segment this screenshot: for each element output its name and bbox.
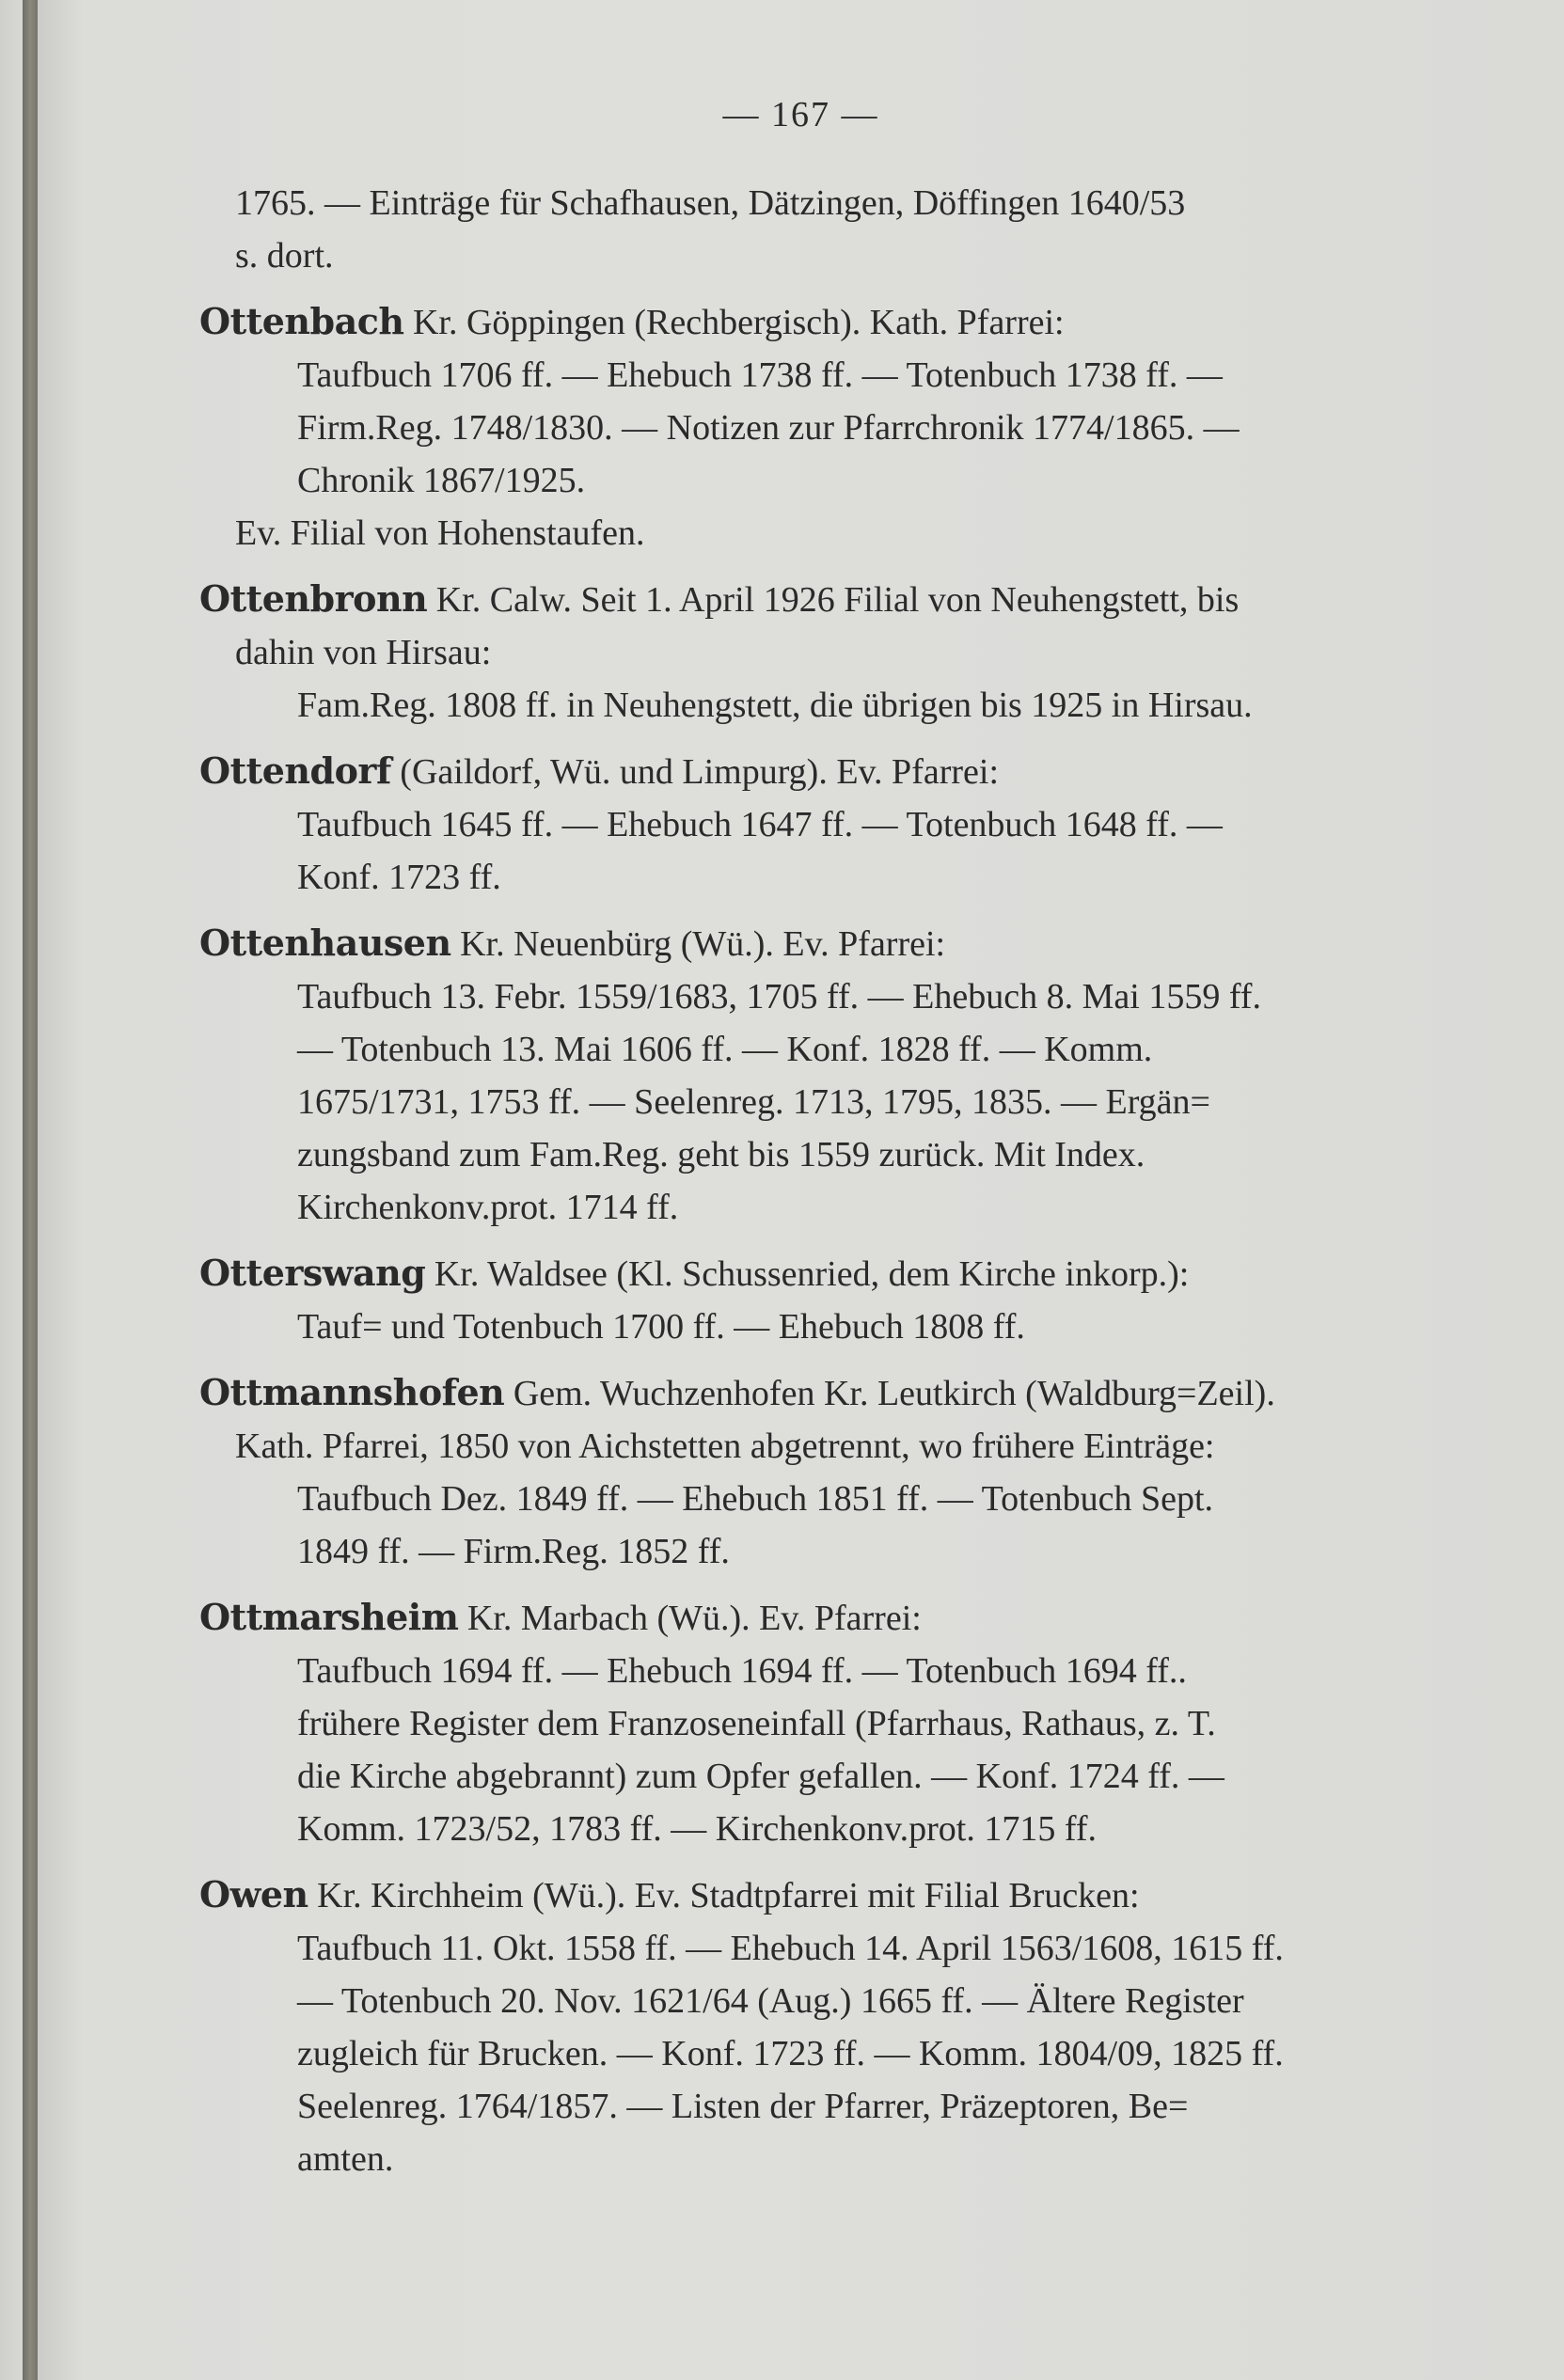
page-content — [199, 177, 1446, 2185]
headword: Owen — [199, 1873, 308, 1915]
text-line: 1765. — Einträge für Schafhausen, Dätzingen, Döffingen 1640/53 — [235, 183, 1186, 223]
entry-note: Ev. Filial von Hohenstaufen. — [235, 513, 645, 553]
entry-header-continuation: Kath. Pfarrei, 1850 von Aichstetten abgetrennt, wo frühere Einträge: — [235, 1426, 1215, 1466]
text-line: Taufbuch 1706 ff. — Ehebuch 1738 ff. — Totenbuch 1738 ff. — — [297, 355, 1223, 395]
text-line: Firm.Reg. 1748/1830. — Notizen zur Pfarrchronik 1774/1865. — — [297, 408, 1240, 448]
entry-header — [199, 917, 1446, 970]
text-line: die Kirche abgebrannt) zum Opfer gefallen. — Konf. 1724 ff. — — [297, 1757, 1224, 1796]
entry-header — [199, 745, 1446, 798]
book-page — [38, 0, 1564, 2380]
text-line: — Totenbuch 20. Nov. 1621/64 (Aug.) 1665 ff. — Ältere Register — [297, 1981, 1244, 2021]
text-line: frühere Register dem Franzoseneinfall (Pfarrhaus, Rathaus, z. T. — [297, 1704, 1216, 1743]
text-line: 1849 ff. — Firm.Reg. 1852 ff. — [297, 1532, 730, 1571]
book-binding-edge — [23, 0, 38, 2380]
entry-ottenbronn — [199, 573, 1446, 732]
text-line: Seelenreg. 1764/1857. — Listen der Pfarrer, Präzeptoren, Be= — [297, 2087, 1189, 2126]
text-line: 1675/1731, 1753 ff. — Seelenreg. 1713, 1795, 1835. — Ergän= — [297, 1082, 1210, 1122]
headword: Ottendorf — [199, 749, 391, 792]
entry-header-text: Kr. Neuenbürg (Wü.). Ev. Pfarrei: — [450, 924, 946, 964]
entry-ottendorf — [199, 745, 1446, 904]
entry-header-text: Kr. Waldsee (Kl. Schussenried, dem Kirche inkorp.): — [425, 1254, 1190, 1294]
entry-owen — [199, 1868, 1446, 2185]
headword: Ottenbronn — [199, 577, 428, 620]
text-line: Tauf= und Totenbuch 1700 ff. — Ehebuch 1808 ff. — [297, 1307, 1025, 1347]
entry-ottenhausen — [199, 917, 1446, 1234]
text-line: Komm. 1723/52, 1783 ff. — Kirchenkonv.prot. 1715 ff. — [297, 1809, 1097, 1849]
entry-header — [199, 295, 1446, 349]
text-line: Kirchenkonv.prot. 1714 ff. — [297, 1188, 679, 1227]
headword: Otterswang — [199, 1252, 426, 1294]
text-line: Taufbuch 1694 ff. — Ehebuch 1694 ff. — Totenbuch 1694 ff.. — [297, 1651, 1187, 1691]
entry-header-continuation: dahin von Hirsau: — [235, 633, 492, 672]
entry-header-text: Kr. Göppingen (Rechbergisch). Kath. Pfarrei: — [403, 303, 1065, 342]
scan-margin — [0, 0, 23, 2380]
text-line: Taufbuch 1645 ff. — Ehebuch 1647 ff. — Totenbuch 1648 ff. — — [297, 805, 1223, 844]
entry-header — [199, 573, 1446, 626]
text-line: amten. — [297, 2139, 394, 2179]
entry-header-text: Gem. Wuchzenhofen Kr. Leutkirch (Waldburg=Zeil). — [504, 1374, 1275, 1413]
continuation-entry — [199, 177, 1446, 282]
entry-header-text: Kr. Calw. Seit 1. April 1926 Filial von Neuhengstett, bis — [427, 580, 1240, 620]
entry-header — [199, 1591, 1446, 1645]
headword: Ottmarsheim — [199, 1596, 459, 1638]
text-line: zungsband zum Fam.Reg. geht bis 1559 zurück. Mit Index. — [297, 1135, 1145, 1174]
text-line: Taufbuch 13. Febr. 1559/1683, 1705 ff. — Ehebuch 8. Mai 1559 ff. — [297, 977, 1261, 1017]
entry-header-text: (Gaildorf, Wü. und Limpurg). Ev. Pfarrei: — [390, 752, 1000, 792]
entry-header — [199, 1247, 1446, 1300]
entry-ottmarsheim — [199, 1591, 1446, 1855]
text-line: Taufbuch Dez. 1849 ff. — Ehebuch 1851 ff. — Totenbuch Sept. — [297, 1479, 1214, 1519]
entry-header-text: Kr. Kirchheim (Wü.). Ev. Stadtpfarrei mit Filial Brucken: — [308, 1876, 1140, 1915]
entry-ottmannshofen — [199, 1366, 1446, 1578]
text-line: — Totenbuch 13. Mai 1606 ff. — Konf. 1828 ff. — Komm. — [297, 1030, 1153, 1069]
page-number: — 167 — — [722, 95, 879, 134]
entry-otterswang — [199, 1247, 1446, 1353]
headword: Ottenhausen — [199, 922, 451, 964]
text-line: Chronik 1867/1925. — [297, 461, 586, 500]
text-line: zugleich für Brucken. — Konf. 1723 ff. — Komm. 1804/09, 1825 ff. — [297, 2034, 1284, 2073]
entry-header-text: Kr. Marbach (Wü.). Ev. Pfarrei: — [458, 1599, 922, 1638]
headword: Ottmannshofen — [199, 1371, 505, 1413]
entry-header — [199, 1366, 1446, 1420]
text-line: Fam.Reg. 1808 ff. in Neuhengstett, die übrigen bis 1925 in Hirsau. — [297, 686, 1253, 725]
headword: Ottenbach — [199, 300, 404, 342]
text-line: Taufbuch 11. Okt. 1558 ff. — Ehebuch 14. April 1563/1608, 1615 ff. — [297, 1929, 1284, 1968]
entry-header — [199, 1868, 1446, 1922]
text-line: Konf. 1723 ff. — [297, 858, 501, 897]
text-line: s. dort. — [235, 236, 334, 276]
entry-ottenbach — [199, 295, 1446, 560]
